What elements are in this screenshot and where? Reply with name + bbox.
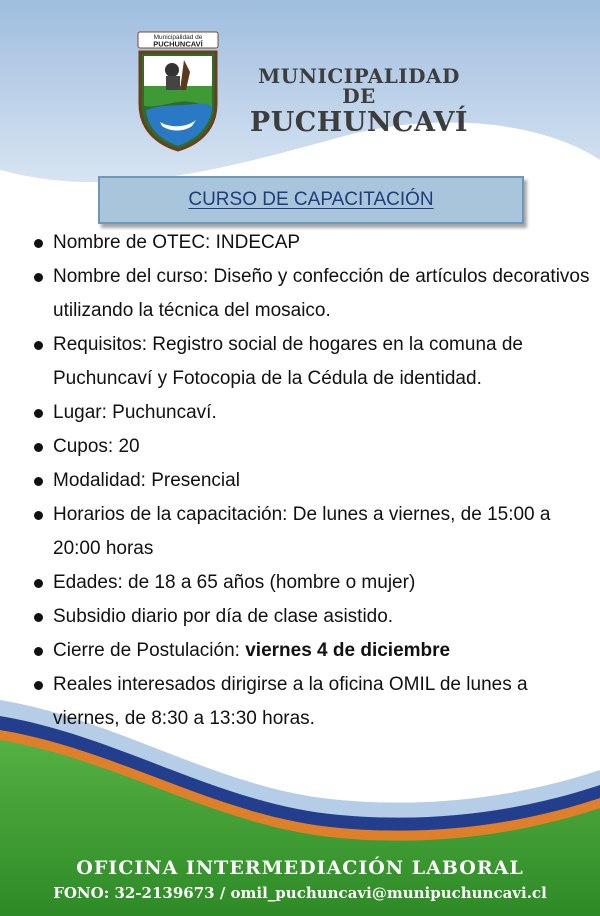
list-item-slots: Cupos: 20 bbox=[30, 430, 590, 464]
bullet-icon bbox=[34, 239, 43, 248]
bullet-icon bbox=[34, 579, 43, 588]
list-item-schedule: Horarios de la capacitación: De lunes a viernes, de 15:00 a 20:00 horas bbox=[30, 498, 590, 566]
course-title-banner bbox=[98, 176, 524, 224]
bullet-icon bbox=[34, 341, 43, 350]
svg-text:Municipalidad de: Municipalidad de bbox=[153, 34, 203, 41]
list-item-ages: Edades: de 18 a 65 años (hombre o mujer) bbox=[30, 566, 590, 600]
list-item-subsidy: Subsidio diario por día de clase asistido. bbox=[30, 600, 590, 634]
bullet-icon bbox=[34, 443, 43, 452]
bullet-icon bbox=[34, 409, 43, 418]
list-item-course-name: Nombre del curso: Diseño y confección de artículos decorativos utilizando la técnica del mosaico. bbox=[30, 260, 590, 328]
footer-office-name: OFICINA INTERMEDIACIÓN LABORAL bbox=[76, 857, 524, 879]
organization-name bbox=[244, 66, 474, 136]
course-title: CURSO DE CAPACITACIÓN bbox=[188, 189, 434, 210]
bullet-icon bbox=[34, 511, 43, 520]
municipal-coat-of-arms-logo bbox=[132, 30, 224, 152]
bullet-icon bbox=[34, 647, 43, 656]
svg-text:PUCHUNCAVÍ: PUCHUNCAVÍ bbox=[153, 39, 203, 49]
deadline-date: viernes 4 de diciembre bbox=[245, 640, 451, 661]
list-item-modality: Modalidad: Presencial bbox=[30, 464, 590, 498]
bullet-icon bbox=[34, 681, 43, 690]
list-item-requirements: Requisitos: Registro social de hogares en la comuna de Puchuncaví y Fotocopia de la Cédula de identidad. bbox=[30, 328, 590, 396]
organization-name-line2: PUCHUNCAVÍ bbox=[249, 107, 469, 138]
footer-contact-info: FONO: 32-2139673 / omil_puchuncavi@munipuchuncavi.cl bbox=[53, 884, 547, 902]
list-item-location: Lugar: Puchuncaví. bbox=[30, 396, 590, 430]
bullet-icon bbox=[34, 477, 43, 486]
list-item-deadline: Cierre de Postulación: viernes 4 de diciembre bbox=[30, 634, 590, 668]
course-details-list bbox=[30, 226, 590, 736]
list-item-otec: Nombre de OTEC: INDECAP bbox=[30, 226, 590, 260]
organization-name-line1: MUNICIPALIDAD DE bbox=[258, 64, 460, 108]
bullet-icon bbox=[34, 273, 43, 282]
bullet-icon bbox=[34, 613, 43, 622]
list-item-contact-office: Reales interesados dirigirse a la oficina OMIL de lunes a viernes, de 8:30 a 13:30 horas. bbox=[30, 668, 590, 736]
